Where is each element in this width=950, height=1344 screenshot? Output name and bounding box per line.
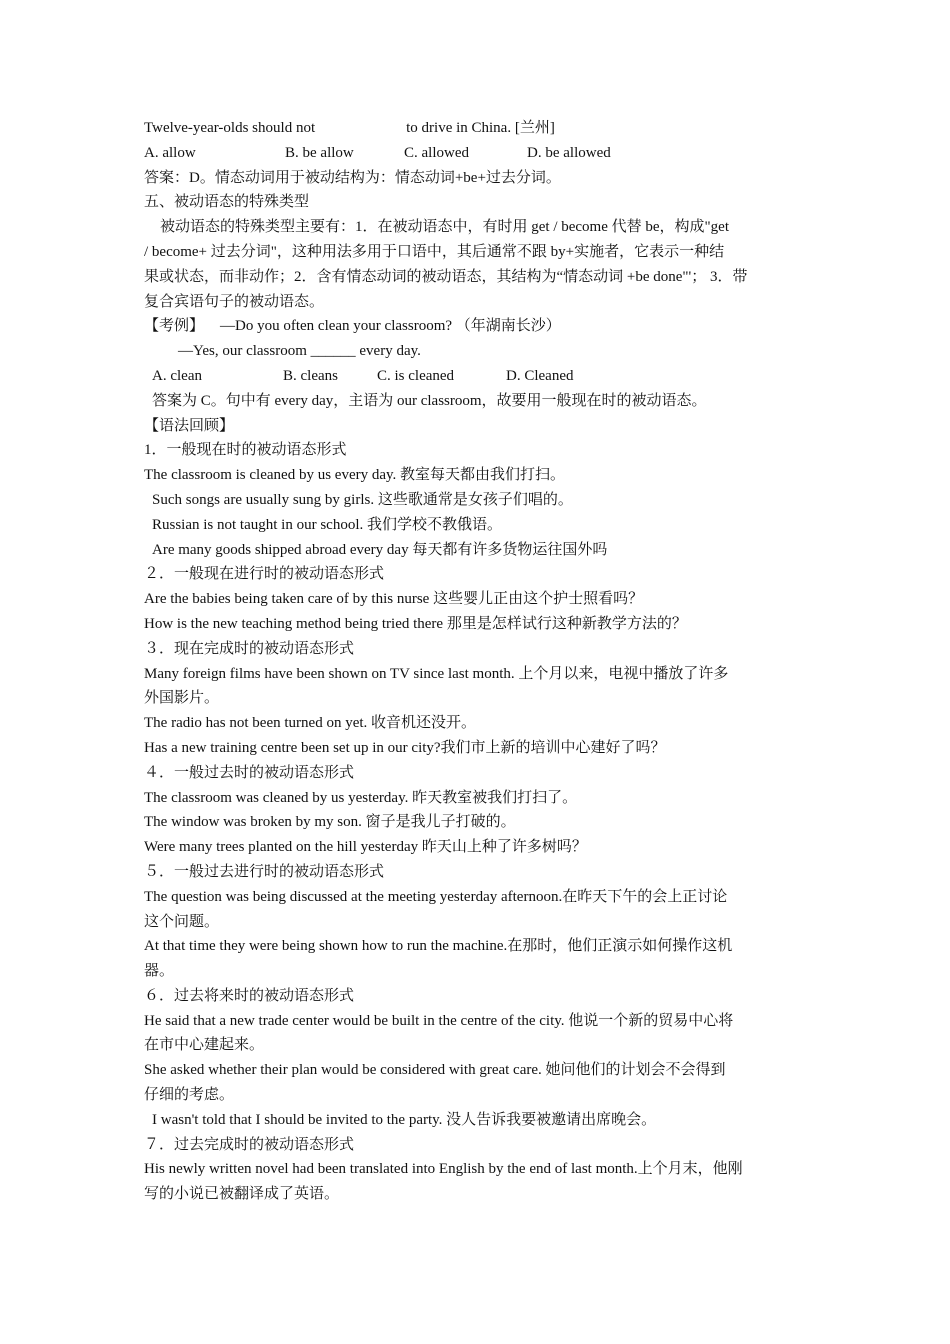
question-answer: 答案：D。情态动词用于被动结构为：情态动词+be+过去分词。 <box>144 169 561 186</box>
review-example-line: Are many goods shipped abroad every day 每天都有许多货物运往国外吗 <box>152 541 608 558</box>
example-reply: —Yes, our classroom ______ every day. <box>178 343 421 360</box>
question-stem-part-a: Twelve-year-olds should not <box>144 120 316 136</box>
review-example-line: Russian is not taught in our school. 我们学校不教俄语。 <box>152 516 502 533</box>
review-example-line: At that time they were being shown how to run the machine.在那时，他们正演示如何操作这机 <box>144 938 733 955</box>
review-item-title: ６．过去将来时的被动语态形式 <box>144 987 355 1004</box>
section-paragraph-line: 果或状态，而非动作；2．含有情态动词的被动语态，其结构为“情态动词 +be done"'； 3．带 <box>144 268 748 285</box>
review-example-line: He said that a new trade center would be built in the centre of the city. 他说一个新的贸易中心将 <box>144 1012 734 1029</box>
review-example-line: The window was broken by my son. 窗子是我儿子打破的。 <box>144 814 516 831</box>
document-page <box>144 116 812 1207</box>
review-item-title: ４．一般过去时的被动语态形式 <box>144 764 355 781</box>
review-example-line: Such songs are usually sung by girls. 这些歌通常是女孩子们唱的。 <box>152 491 573 508</box>
section-heading: 五、被动语态的特殊类型 <box>144 194 310 211</box>
example-question <box>144 314 812 339</box>
example-option-b: B. cleans <box>283 367 338 384</box>
review-example-line: The classroom is cleaned by us every day. 教室每天都由我们打扫。 <box>144 467 566 484</box>
review-item-title: ３．现在完成时的被动语态形式 <box>144 640 355 657</box>
review-example-line: The classroom was cleaned by us yesterday. 昨天教室被我们打扫了。 <box>144 789 578 806</box>
review-example-line: I wasn't told that I should be invited to the party. 没人告诉我要被邀请出席晚会。 <box>152 1111 657 1128</box>
review-item-title: ５．一般过去进行时的被动语态形式 <box>144 863 385 880</box>
option-b: B. be allow <box>285 144 354 161</box>
review-heading: 【语法回顾】 <box>144 417 235 434</box>
example-option-d: D. Cleaned <box>506 367 574 384</box>
review-example-line: How is the new teaching method being tried there 那里是怎样试行这种新教学方法的？ <box>144 615 687 632</box>
review-example-line: 写的小说已被翻译成了英语。 <box>144 1186 340 1203</box>
option-a: A. allow <box>144 144 196 161</box>
review-example-line: Were many trees planted on the hill yesterday 昨天山上种了许多树吗？ <box>144 839 587 856</box>
question-stem <box>144 116 812 141</box>
example-options <box>144 364 812 389</box>
review-example-line: Many foreign films have been shown on TV since last month. 上个月以来，电视中播放了许多 <box>144 665 729 682</box>
section-paragraph-line: 复合宾语句子的被动语态。 <box>144 293 325 310</box>
example-answer: 答案为 C。句中有 every day，主语为 our classroom，故要用一般现在时的被动语态。 <box>152 392 707 409</box>
review-example-line: His newly written novel had been translated into English by the end of last month.上个月末，他刚 <box>144 1161 743 1178</box>
review-example-line: She asked whether their plan would be considered with great care. 她问他们的计划会不会得到 <box>144 1062 726 1079</box>
section-paragraph-line: 被动语态的特殊类型主要有：1．在被动语态中，有时用 get / become 代替 be，构成"get <box>160 219 729 236</box>
review-example-line: 在市中心建起来。 <box>144 1037 265 1054</box>
review-example-line: 仔细的考虑。 <box>144 1087 235 1104</box>
review-example-line: The question was being discussed at the meeting yesterday afternoon.在昨天下午的会上正讨论 <box>144 888 728 905</box>
example-option-c: C. is cleaned <box>377 367 455 384</box>
review-example-line: 这个问题。 <box>144 913 220 930</box>
review-example-line: 外国影片。 <box>144 690 220 707</box>
review-example-line: The radio has not been turned on yet. 收音机还没开。 <box>144 715 477 732</box>
option-d: D. be allowed <box>527 144 611 161</box>
review-example-line: 器。 <box>144 963 175 980</box>
example-question-text: —Do you often clean your classroom? （年湖南长沙） <box>220 318 561 335</box>
option-c: C. allowed <box>404 144 469 161</box>
review-example-line: Are the babies being taken care of by this nurse 这些婴儿正由这个护士照看吗？ <box>144 591 644 608</box>
question-options <box>144 141 812 166</box>
review-example-line: Has a new training centre been set up in our city?我们市上新的培训中心建好了吗？ <box>144 739 666 756</box>
review-item-title: 1．一般现在时的被动语态形式 <box>144 442 347 459</box>
review-item-title: ７．过去完成时的被动语态形式 <box>144 1136 355 1153</box>
section-paragraph-line: / become+ 过去分词"，这种用法多用于口语中，其后通常不跟 by+实施者，它表示一种结 <box>144 243 725 260</box>
example-option-a: A. clean <box>152 367 202 384</box>
review-item-title: ２．一般现在进行时的被动语态形式 <box>144 566 385 583</box>
question-stem-part-b: to drive in China. [兰州] <box>406 120 555 136</box>
example-tag: 【考例】 <box>144 318 205 335</box>
